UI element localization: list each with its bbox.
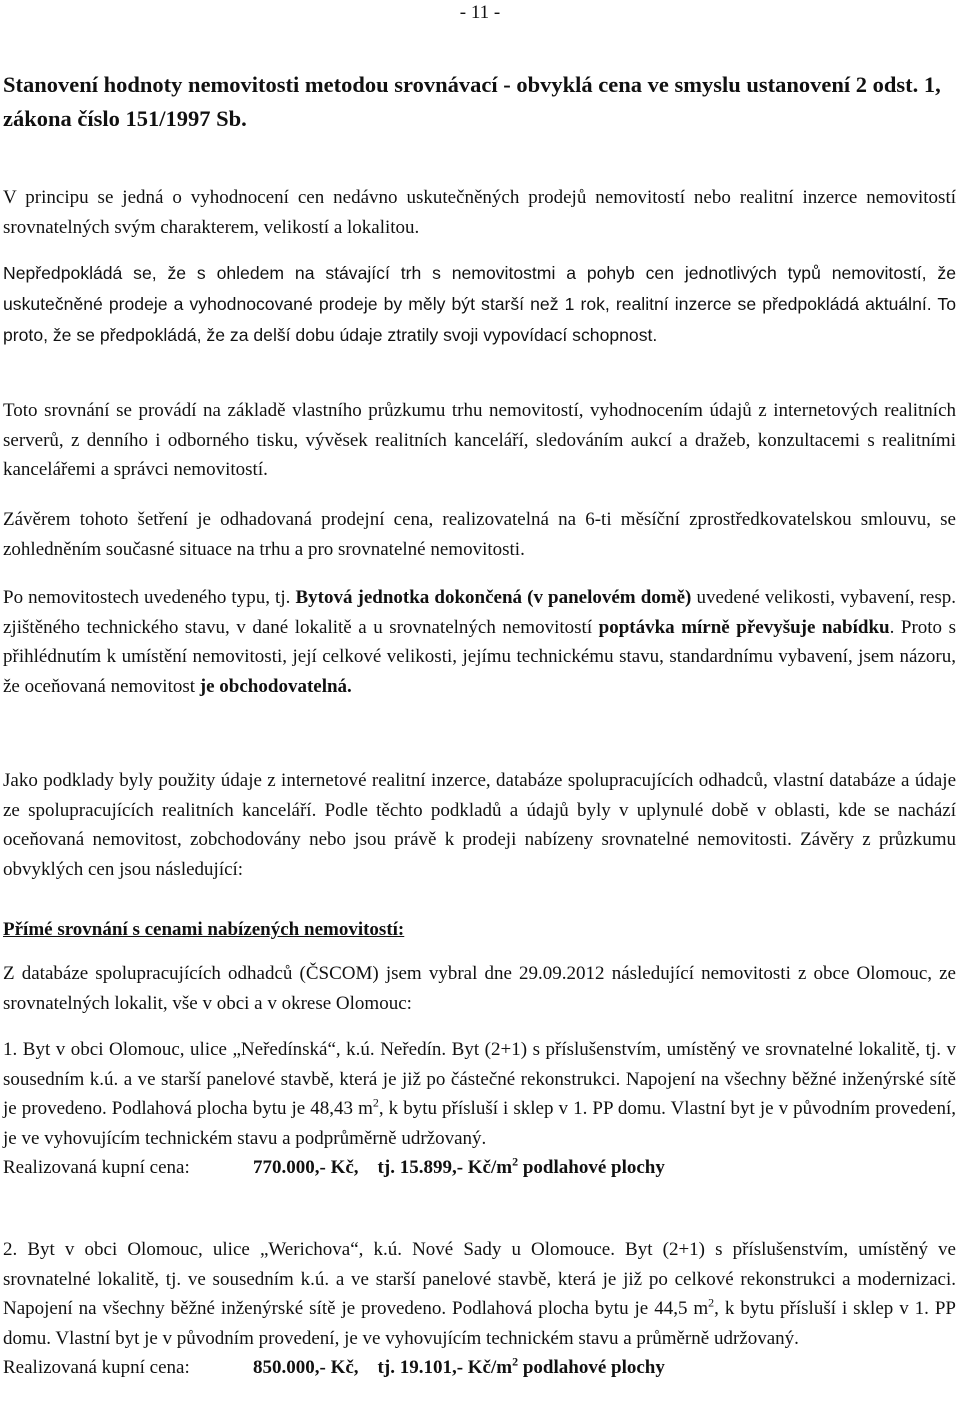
paragraph-conclusion: Závěrem tohoto šetření je odhadovaná prodejní cena, realizovatelná na 6-ti měsíční zprostředkovatelskou smlouvu, se zohledněním současné situace na trhu a pro srovnatelné nemovitosti. xyxy=(3,509,956,560)
section-heading-text: Přímé srovnání s cenami nabízených nemovitostí: xyxy=(3,919,405,940)
paragraph-sources: Jako podklady byly použity údaje z internetové realitní inzerce, databáze spolupracujících odhadců, vlastní databáze a údaje ze spolupracujících realitních kanceláří. Podle těchto podkladů a údajů byly v uplynulé době v oblasti, kde se nachází oceňovaná nemovitost, zobchodovány nebo jsou právě k prodeji nabízeny srovnatelné nemovitosti. Závěry z průzkumu obvyklých cen jsou následující: xyxy=(3,770,956,880)
price-per-m2-text: tj. 19.101,- Kč/m xyxy=(377,1357,513,1378)
superscript: 2 xyxy=(512,1354,519,1369)
description-text: 1. Byt v obci Olomouc, ulice „Neředínská“, k.ú. Neředín. Byt (2+1) s příslušenstvím, umístěný ve srovnatelné lokalitě, tj. v sousedním k.ú. a ve starší panelové stavbě, která je již po částečné rekonstrukci. Napojení na všechny běžné inženýrské sítě je provedeno. Podlahová plocha bytu je 48,43 m xyxy=(3,1039,956,1119)
price-per-m2-text: tj. 15.899,- Kč/m xyxy=(377,1157,513,1178)
tradable-statement: je obchodovatelná. xyxy=(199,675,352,697)
price-label: Realizovaná kupní cena: xyxy=(3,1357,190,1378)
comparable-description xyxy=(3,1035,956,1153)
description-text: , k bytu přísluší i sklep v 1. PP domu. Vlastní byt je v původním provedení, je ve vyhovujícím technickém stavu a podprůměrně udržovaný. xyxy=(3,1098,956,1149)
price-per-m2 xyxy=(377,1354,665,1378)
price-label: Realizovaná kupní cena: xyxy=(3,1157,190,1178)
paragraph-principle: V principu se jedná o vyhodnocení cen nedávno uskutečněných prodejů nemovitostí nebo realitní inzerce nemovitostí srovnatelných svým charakterem, velikostí a lokalitou. xyxy=(3,187,956,238)
price-value: 850.000,- Kč, xyxy=(253,1357,359,1378)
price-line xyxy=(3,1153,956,1183)
paragraph-database: Z databáze spolupracujících odhadců (ČSCOM) jsem vybral dne 29.09.2012 následující nemovitosti z obce Olomouc, ze srovnatelných lokalit, vše v obci a v okrese Olomouc: xyxy=(3,963,956,1014)
comparable-description xyxy=(3,1235,956,1353)
paragraph-comparison-method: Toto srovnání se provádí na základě vlastního průzkumu trhu nemovitostí, vyhodnocením údajů z internetových realitních serverů, z denního i odborného tisku, vývěsek realitních kanceláří, sledováním aukcí a dražeb, konzultacemi s realitními kancelářemi a správci nemovitostí. xyxy=(3,400,956,480)
price-per-m2-suffix: podlahové plochy xyxy=(518,1357,665,1378)
text-segment: . Proto s přihlédnutím k umístění nemovitosti, její celkové velikosti, jejímu technickému stavu, standardnímu vybavení, jsem názoru, že oceňovaná nemovitost xyxy=(3,616,956,697)
demand-statement: poptávka mírně převyšuje nabídku xyxy=(598,616,890,638)
price-per-m2-suffix: podlahové plochy xyxy=(518,1157,665,1178)
description-text: 2. Byt v obci Olomouc, ulice „Werichova“, k.ú. Nové Sady u Olomouce. Byt (2+1) s příslušenstvím, umístěný ve srovnatelné lokalitě, tj. ve sousedním k.ú. a ve starší panelové stavbě, která je již po celkové rekonstrukci a modernizaci. Napojení na všechny běžné inženýrské sítě je provedeno. Podlahová plocha bytu je 44,5 m xyxy=(3,1239,956,1319)
page-title: Stanovení hodnoty nemovitosti metodou srovnávací - obvyklá cena ve smyslu ustanovení 2 odst. 1, zákona číslo 151/1997 Sb. xyxy=(3,72,941,131)
property-type: Bytová jednotka dokončená (v panelovém domě) xyxy=(295,587,692,608)
price-value: 770.000,- Kč, xyxy=(253,1157,359,1178)
paragraph-market-demand xyxy=(3,583,956,701)
superscript: 2 xyxy=(512,1154,519,1169)
price-per-m2 xyxy=(377,1154,665,1178)
section-heading xyxy=(3,915,956,945)
price-line xyxy=(3,1353,956,1383)
comparable-item-1 xyxy=(3,1035,956,1183)
text-segment: uvedené velikosti, vybavení, resp. zjištěného technického stavu, v dané lokalitě a u srovnatelných nemovitostí xyxy=(3,587,957,638)
description-text: , k bytu přísluší i sklep v 1. PP domu. Vlastní byt je v původním provedení, je ve vyhovujícím technickém stavu a průměrně udržovaný. xyxy=(3,1298,956,1349)
paragraph-assumption: Nepředpokládá se, že s ohledem na stávající trh s nemovitostmi a pohyb cen jednotlivých typů nemovitostí, že uskutečněné prodeje a vyhodnocované prodeje by měly být starší než 1 rok, realitní inzerce se předpokládá aktuální. To proto, že se předpokládá, že za delší dobu údaje ztratily svoji vypovídací schopnost. xyxy=(3,263,956,345)
superscript: 2 xyxy=(372,1095,379,1110)
page-number: - 11 - xyxy=(459,2,501,23)
text-segment: Po nemovitostech uvedeného typu, tj. xyxy=(3,587,296,608)
comparable-item-2 xyxy=(3,1235,956,1383)
superscript: 2 xyxy=(708,1295,715,1310)
